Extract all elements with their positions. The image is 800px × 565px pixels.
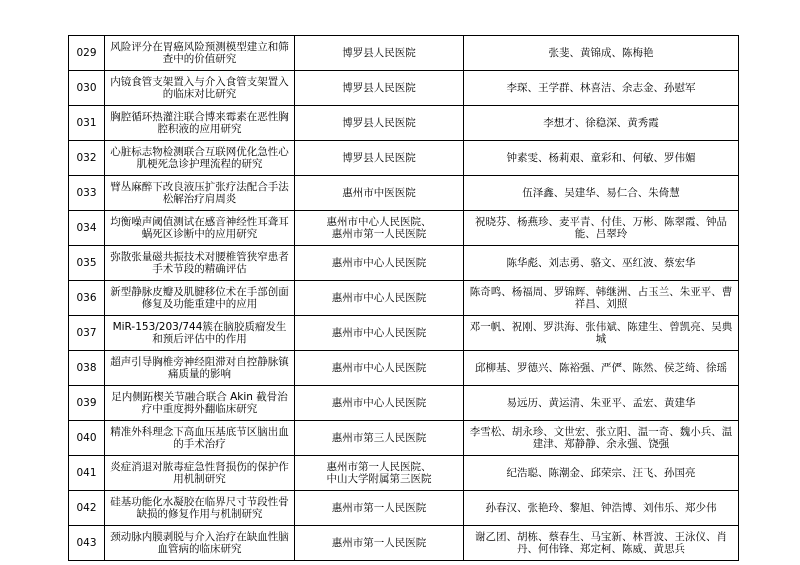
authors: 陈华彪、刘志勇、骆文、巫红波、蔡宏华 [464, 246, 739, 281]
completing-unit [295, 211, 464, 246]
authors: 钟素雯、杨莉艰、童彩和、何敏、罗伟媚 [464, 141, 739, 176]
project-number: 041 [69, 456, 105, 491]
unit-name: 中山大学附属第三医院 [326, 473, 432, 485]
project-title: 炎症消退对脓毒症急性肾损伤的保护作用机制研究 [105, 456, 295, 491]
unit-name: 博罗县人民医院 [342, 46, 416, 59]
awards-table [68, 35, 739, 561]
table-row [69, 316, 739, 351]
completing-unit [295, 491, 464, 526]
project-title: 均衡噪声阈值测试在感音神经性耳聋耳蜗死区诊断中的应用研究 [105, 211, 295, 246]
completing-unit [295, 526, 464, 561]
completing-unit [295, 141, 464, 176]
completing-unit [295, 386, 464, 421]
unit-name: 惠州市第一人民医院 [331, 501, 427, 514]
table-row [69, 246, 739, 281]
project-title: MiR-153/203/744簇在脑胶质瘤发生和预后评估中的作用 [105, 316, 295, 351]
project-number: 032 [69, 141, 105, 176]
authors: 伍泽鑫、吴建华、易仁合、朱倚慧 [464, 176, 739, 211]
authors: 李想才、徐稳深、黄秀霞 [464, 106, 739, 141]
completing-unit [295, 246, 464, 281]
unit-name: 惠州市中心人民医院 [331, 326, 427, 339]
project-title: 精准外科理念下高血压基底节区脑出血的手术治疗 [105, 421, 295, 456]
project-title: 足内侧跖楔关节融合联合 Akin 截骨治疗中重度拇外翻临床研究 [105, 386, 295, 421]
table-row [69, 421, 739, 456]
completing-unit [295, 351, 464, 386]
project-title: 风险评分在胃癌风险预测模型建立和筛查中的价值研究 [105, 36, 295, 71]
project-number: 034 [69, 211, 105, 246]
project-number: 043 [69, 526, 105, 561]
project-title: 臂丛麻醉下改良液压扩张疗法配合手法松解治疗肩周炎 [105, 176, 295, 211]
project-number: 029 [69, 36, 105, 71]
project-title: 新型静脉皮瓣及肌腱移位术在手部创面修复及功能重建中的应用 [105, 281, 295, 316]
authors: 张斐、黄锦成、陈梅艳 [464, 36, 739, 71]
unit-name: 博罗县人民医院 [342, 151, 416, 164]
completing-unit [295, 71, 464, 106]
table-row [69, 456, 739, 491]
table-row [69, 526, 739, 561]
project-title: 颈动脉内膜剥脱与介入治疗在缺血性脑血管病的临床研究 [105, 526, 295, 561]
completing-unit [295, 281, 464, 316]
table-row [69, 281, 739, 316]
table-row [69, 176, 739, 211]
project-number: 038 [69, 351, 105, 386]
unit-name: 惠州市中心人民医院 [331, 361, 427, 374]
project-number: 033 [69, 176, 105, 211]
project-number: 030 [69, 71, 105, 106]
project-number: 040 [69, 421, 105, 456]
unit-name: 惠州市中心人民医院 [331, 256, 427, 269]
authors: 陈奇鸣、杨福周、罗锦辉、韩继洲、占玉兰、朱亚平、曹祥昌、刘照 [464, 281, 739, 316]
completing-unit [295, 316, 464, 351]
unit-name: 惠州市第一人民医院 [331, 228, 427, 240]
project-number: 039 [69, 386, 105, 421]
project-title: 心脏标志物检测联合互联网优化急性心肌梗死急诊护理流程的研究 [105, 141, 295, 176]
authors: 孙春汉、张艳玲、黎旭、钟浩博、刘伟乐、郑少伟 [464, 491, 739, 526]
table-row [69, 211, 739, 246]
authors: 纪浩聪、陈潮金、邱荣宗、汪飞、孙国亮 [464, 456, 739, 491]
authors: 谢乙团、胡栋、蔡春生、马宝新、林晋波、王泳仪、肖丹、何伟锋、郑定柯、陈威、黄思兵 [464, 526, 739, 561]
project-number: 042 [69, 491, 105, 526]
project-title: 硅基功能化水凝胶在临界尺寸节段性骨缺损的修复作用与机制研究 [105, 491, 295, 526]
project-title: 内镜食管支架置入与介入食管支架置入的临床对比研究 [105, 71, 295, 106]
completing-unit [295, 176, 464, 211]
table-row [69, 106, 739, 141]
authors: 邱柳基、罗德兴、陈裕强、严俨、陈然、侯芝绮、徐瑶 [464, 351, 739, 386]
authors: 李雪松、胡永珍、文世宏、张立阳、温一奇、魏小兵、温建津、郑静静、余永强、饶强 [464, 421, 739, 456]
unit-name: 惠州市中心人民医院、 [326, 215, 432, 228]
unit-name: 惠州市第一人民医院 [331, 536, 427, 549]
project-number: 035 [69, 246, 105, 281]
table-row [69, 491, 739, 526]
authors: 邓一帆、祝刚、罗洪海、张伟斌、陈建生、曾凯亮、吴典城 [464, 316, 739, 351]
authors: 李琛、王学群、林喜洁、余志金、孙慰军 [464, 71, 739, 106]
authors: 易远历、黄运清、朱亚平、孟宏、黄建华 [464, 386, 739, 421]
project-title: 超声引导胸椎旁神经阻滞对自控静脉镇痛质量的影响 [105, 351, 295, 386]
project-number: 031 [69, 106, 105, 141]
table-row [69, 386, 739, 421]
completing-unit [295, 106, 464, 141]
project-title: 弥散张量磁共振技术对腰椎管狭窄患者手术节段的精确评估 [105, 246, 295, 281]
authors: 祝晓芬、杨燕珍、麦平青、付佳、万彬、陈翠霞、钟品能、吕翠玲 [464, 211, 739, 246]
completing-unit [295, 36, 464, 71]
unit-name: 惠州市第一人民医院、 [326, 460, 432, 473]
unit-name: 惠州市第三人民医院 [331, 431, 427, 444]
unit-name: 惠州市中医医院 [342, 186, 416, 199]
table-row [69, 71, 739, 106]
project-title: 胸腔循环热灌注联合博来霉素在恶性胸腔积液的应用研究 [105, 106, 295, 141]
unit-name: 惠州市中心人民医院 [331, 396, 427, 409]
unit-name: 博罗县人民医院 [342, 116, 416, 129]
project-number: 036 [69, 281, 105, 316]
unit-name: 博罗县人民医院 [342, 81, 416, 94]
table-row [69, 141, 739, 176]
table-row [69, 351, 739, 386]
completing-unit [295, 421, 464, 456]
project-number: 037 [69, 316, 105, 351]
completing-unit [295, 456, 464, 491]
table-row [69, 36, 739, 71]
table-body [69, 36, 739, 561]
unit-name: 惠州市中心人民医院 [331, 291, 427, 304]
